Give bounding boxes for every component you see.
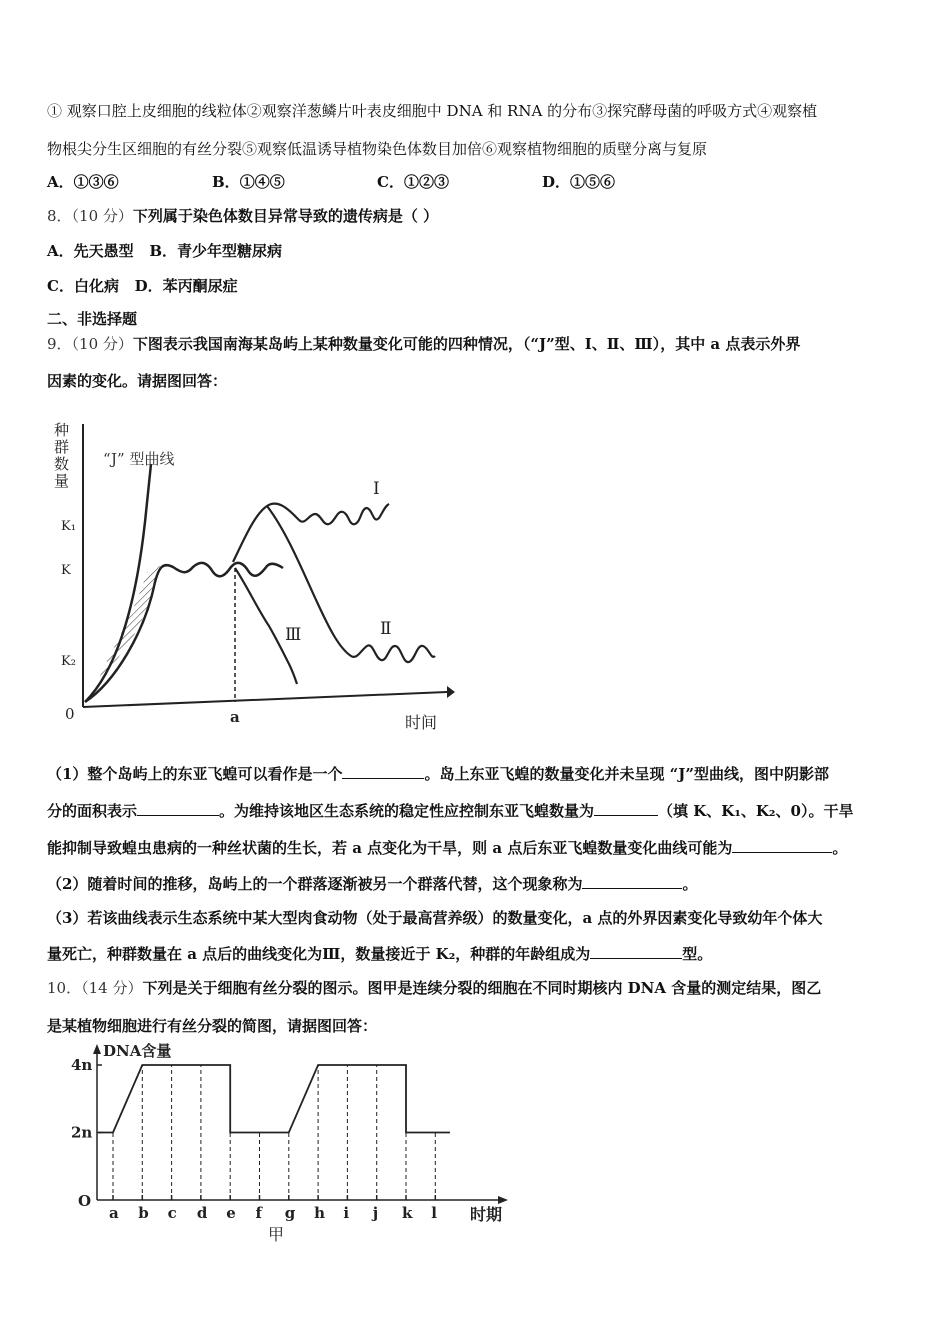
- chart-y-tick-label: 4n: [71, 1056, 93, 1074]
- q7-option-a: A．①③⑥: [47, 173, 119, 191]
- y-tick-k: K: [61, 563, 71, 578]
- q9-sub1-line2: 分的面积表示 。为维持该地区生态系统的稳定性应控制东亚飞蝗数量为 （填 K、K₁、K₂、0）。干旱: [47, 802, 854, 820]
- q9-stem-line1: 9．（10 分）下图表示我国南海某岛屿上某种数量变化可能的四种情况，（“J”型、Ⅰ、Ⅱ、Ⅲ），其中 a 点表示外界: [47, 335, 801, 353]
- q7-stem-line2: 物根尖分生区细胞的有丝分裂⑤观察低温诱导植物染色体数目加倍⑥观察植物细胞的质壁分离与复原: [47, 140, 708, 158]
- y-tick-k1: K₁: [61, 519, 76, 534]
- chart-y-label: DNA含量: [103, 1042, 172, 1060]
- chart-series-line: [98, 1065, 450, 1133]
- chart-x-tick-label: h: [314, 1204, 326, 1222]
- chart-x-tick-label: k: [402, 1204, 413, 1222]
- chart-x-tick-label: g: [284, 1204, 296, 1222]
- answer-blank-2[interactable]: [137, 801, 219, 816]
- x-point-a: a: [230, 708, 240, 726]
- q10-stem-line2: 是某植物细胞进行有丝分裂的简图，请据图回答：: [47, 1017, 378, 1035]
- chart-x-tick-label: f: [255, 1204, 262, 1222]
- answer-blank-4[interactable]: [732, 838, 832, 853]
- y-tick-k2: K₂: [61, 654, 76, 669]
- dna-content-chart: [70, 1040, 530, 1250]
- q7-option-b: B．①④⑤: [212, 173, 285, 191]
- q9-sub1-line1: （1）整个岛屿上的东亚飞蝗可以看作是一个 。岛上东亚飞蝗的数量变化并未呈现 “J”型曲线，图中阴影部: [47, 765, 830, 783]
- s-curve: [85, 563, 283, 702]
- answer-blank-3[interactable]: [594, 801, 658, 816]
- chart-y-arrow-icon: [93, 1044, 101, 1054]
- q9-stem-line2: 因素的变化。请据图回答：: [47, 372, 228, 390]
- q8-stem-text: 下列属于染色体数目异常导致的遗传病是（ ）: [132, 207, 439, 225]
- chart-x-tick-label: c: [167, 1204, 177, 1222]
- answer-blank-6[interactable]: [590, 944, 682, 959]
- chart-x-tick-label: e: [226, 1204, 236, 1222]
- answer-blank-5[interactable]: [582, 874, 682, 889]
- section2-title: 二、非选择题: [47, 310, 138, 328]
- q7-option-d: D．①⑤⑥: [542, 173, 616, 191]
- curve-1-label: Ⅰ: [373, 479, 380, 499]
- x-axis: [83, 692, 447, 707]
- j-curve-label: “J” 型曲线: [103, 450, 175, 468]
- y-axis-label: 种群数量: [52, 422, 70, 490]
- curve-3-label: Ⅲ: [285, 625, 302, 645]
- q8-number: 8．: [47, 207, 72, 225]
- q9-sub3-line1: （3）若该曲线表示生态系统中某大型肉食动物（处于最高营养级）的数量变化，a 点的外界因素变化导致幼年个体大: [47, 909, 823, 927]
- chart-x-label: 时期: [470, 1205, 503, 1224]
- chart-x-tick-label: l: [431, 1204, 438, 1222]
- q9-sub3-line2: 量死亡，种群数量在 a 点后的曲线变化为Ⅲ，数量接近于 K₂，种群的年龄组成为 型。: [47, 945, 713, 963]
- origin-label: 0: [65, 705, 75, 723]
- q8-score: （10 分）: [71, 207, 133, 225]
- chart-x-arrow-icon: [498, 1196, 508, 1204]
- q8-options-row2: C．白化病 D．苯丙酮尿症: [47, 277, 238, 295]
- chart-x-tick-label: d: [196, 1204, 208, 1222]
- q10-stem-line1: 10．（14 分）下列是关于细胞有丝分裂的图示。图甲是连续分裂的细胞在不同时期核内 DNA 含量的测定结果，图乙: [47, 979, 822, 997]
- q9-sub1-line3: 能抑制导致蝗虫患病的一种丝状菌的生长，若 a 点变化为干旱，则 a 点后东亚飞蝗数量变化曲线可能为 。: [47, 839, 848, 857]
- q9-sub2: （2）随着时间的推移，岛屿上的一个群落逐渐被另一个群落代替，这个现象称为 。: [47, 875, 698, 893]
- answer-blank-1[interactable]: [342, 764, 424, 779]
- q8-options-row1: A．先天愚型 B．青少年型糖尿病: [47, 242, 283, 260]
- q8-stem: [47, 206, 438, 226]
- chart-title: 甲: [268, 1225, 285, 1244]
- chart-y-tick-label: 2n: [71, 1123, 93, 1142]
- chart-x-tick-label: b: [138, 1204, 149, 1222]
- x-axis-arrow-icon: [447, 686, 455, 698]
- curve-1: [233, 504, 389, 562]
- curve-2-label: Ⅱ: [380, 619, 392, 639]
- hatched-area: [95, 566, 160, 687]
- x-axis-label: 时间: [405, 713, 438, 732]
- chart-x-tick-label: j: [372, 1204, 379, 1222]
- chart-origin: O: [78, 1192, 92, 1210]
- q9-population-figure: [52, 402, 465, 738]
- q7-option-c: C．①②③: [377, 173, 449, 191]
- q7-stem-line1: ① 观察口腔上皮细胞的线粒体②观察洋葱鳞片叶表皮细胞中 DNA 和 RNA 的分布③探究酵母菌的呼吸方式④观察植: [47, 102, 818, 120]
- chart-x-tick-label: i: [343, 1204, 350, 1222]
- chart-x-tick-label: a: [109, 1204, 119, 1222]
